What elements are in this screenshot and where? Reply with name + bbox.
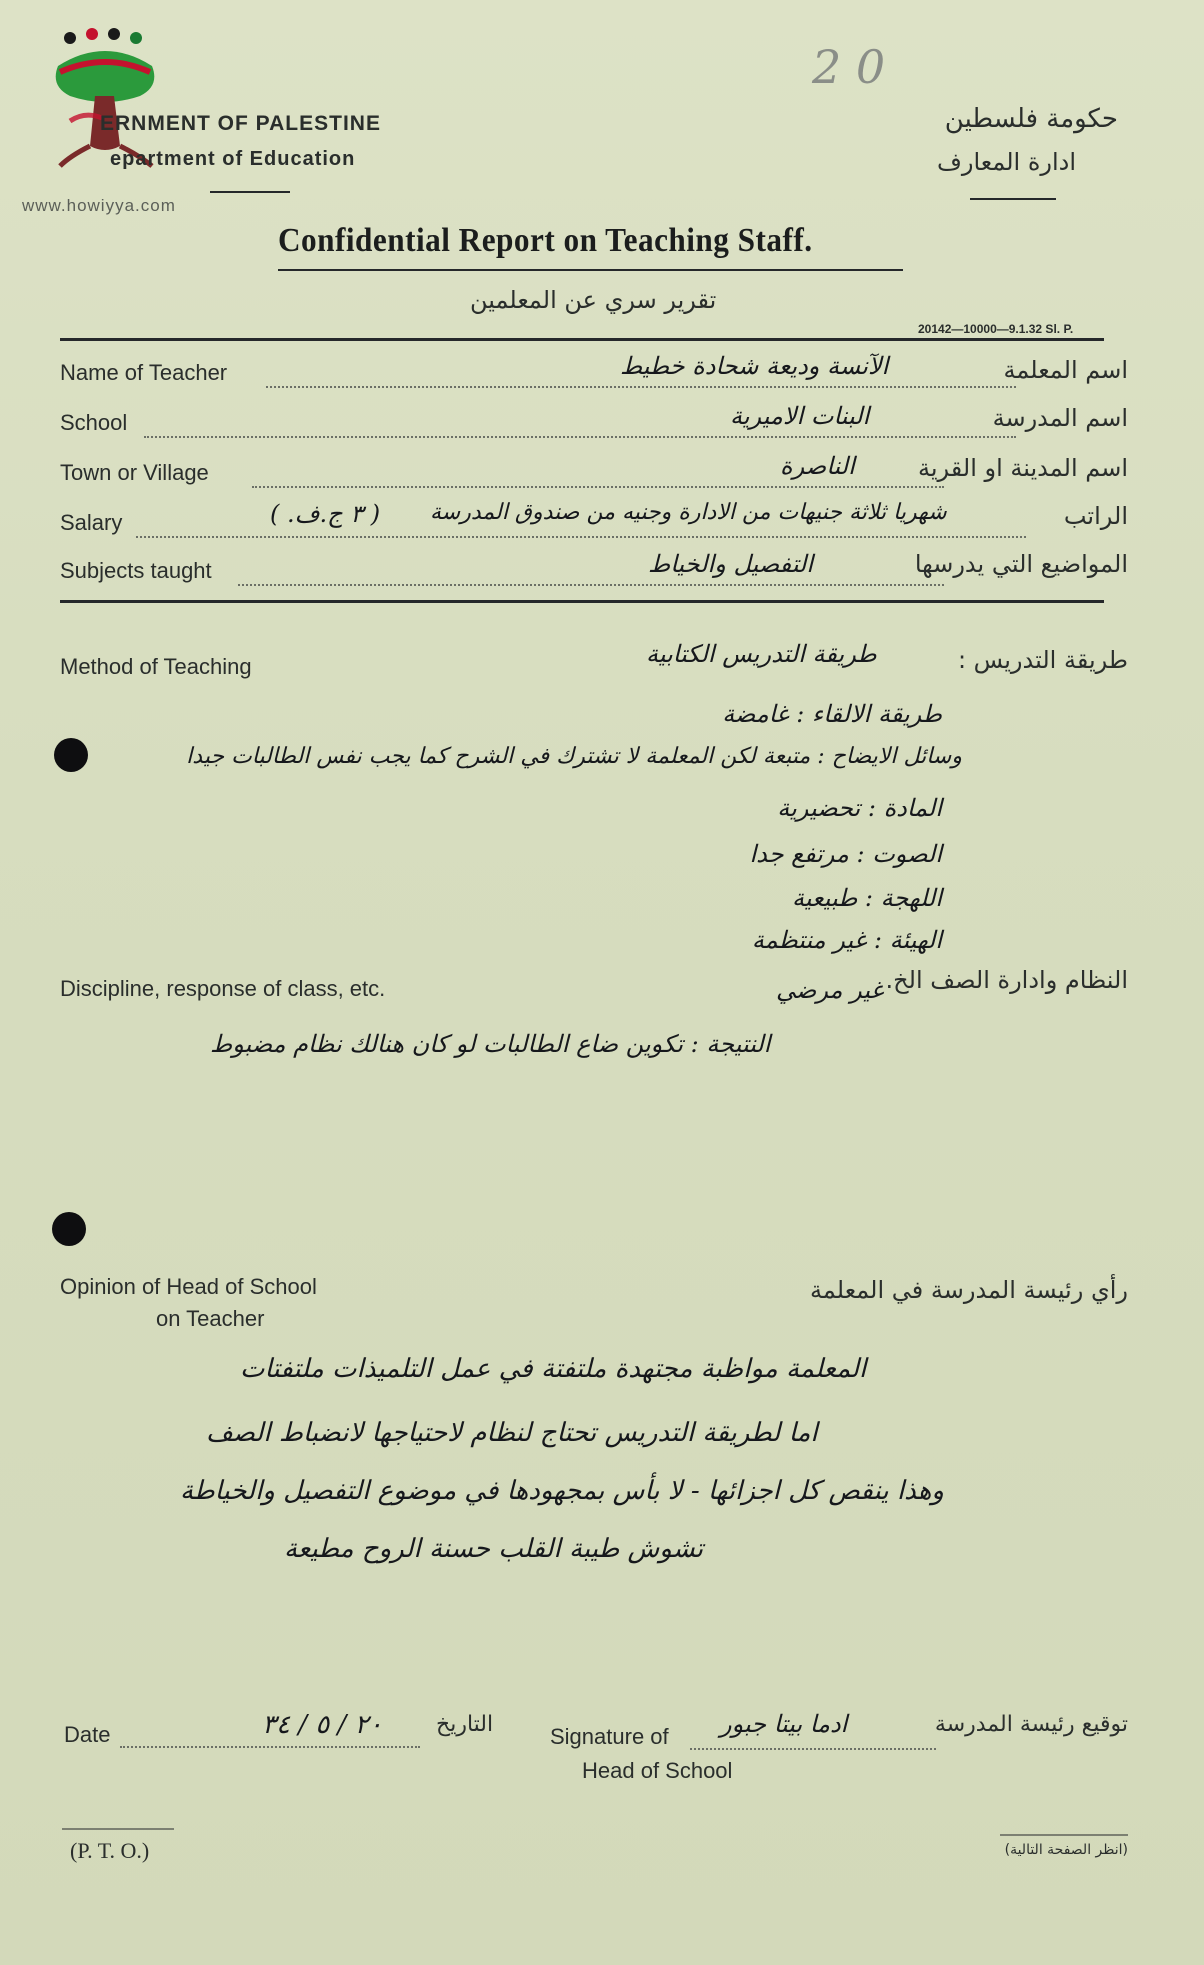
signature-dotted-line: [690, 1748, 936, 1750]
fields-bottom-rule: [60, 600, 1104, 603]
salary-note: ( ٣ ج.ف. ): [270, 500, 381, 528]
field-label-ar: اسم المدينة او القرية: [917, 454, 1128, 482]
discipline-label-ar: النظام وادارة الصف الخ.: [885, 966, 1128, 994]
field-value-salary: شهريا ثلاثة جنيهات من الادارة وجنيه من صندوق المدرسة: [430, 500, 947, 525]
signature-label-en-1: Signature of: [550, 1724, 669, 1749]
method-line: وسائل الايضاح : متبعة لكن المعلمة لا تشترك في الشرح كما يجب نفس الطالبات جيدا: [186, 744, 962, 769]
field-label-en: Town or Village: [60, 460, 209, 485]
date-label-en: Date: [64, 1722, 111, 1747]
date-dotted-line: [120, 1746, 420, 1748]
form-code: 20142—10000—9.1.32 Sl. P.: [918, 322, 1074, 336]
opinion-line: اما لطريقة التدريس تحتاج لنظام لاحتياجها لانضباط الصف: [206, 1418, 818, 1448]
field-label-ar: اسم المعلمة: [1003, 356, 1128, 384]
pto-ar: (انظر الصفحة التالية): [1004, 1842, 1128, 1858]
discipline-label-en: Discipline, response of class, etc.: [60, 976, 386, 1001]
field-value-town: الناصرة: [780, 452, 855, 480]
method-line: طريقة الالقاء : غامضة: [722, 700, 942, 728]
opinion-line: وهذا ينقص كل اجزائها - لا بأس بمجهودها في موضوع التفصيل والخياطة: [180, 1476, 944, 1506]
report-title-ar: تقرير سري عن المعلمين: [470, 286, 717, 314]
field-value-name: الآنسة وديعة شحادة خطيط: [620, 352, 889, 380]
field-dotted-line: [136, 536, 1026, 538]
opinion-label-ar: رأي رئيسة المدرسة في المعلمة: [810, 1276, 1128, 1304]
opinion-label-en-2: on Teacher: [156, 1306, 265, 1331]
field-label-ar: الراتب: [1063, 502, 1128, 530]
method-line: اللهجة : طبيعية: [792, 884, 942, 912]
opinion-line: تشوش طيبة القلب حسنة الروح مطيعة: [284, 1534, 704, 1564]
punch-hole: [54, 738, 88, 772]
method-label-en: Method of Teaching: [60, 654, 252, 679]
method-line: الصوت : مرتفع جدا: [749, 840, 942, 868]
report-title-en: Confidential Report on Teaching Staff.: [278, 222, 813, 259]
header-divider-left: [210, 191, 290, 193]
government-title-en: ERNMENT OF PALESTINE: [100, 112, 381, 135]
punch-hole: [52, 1212, 86, 1246]
fields-top-rule: [60, 338, 1104, 341]
field-label-ar: اسم المدرسة: [992, 404, 1128, 432]
field-label-en: Name of Teacher: [60, 360, 228, 385]
header-divider-right: [970, 198, 1056, 200]
watermark-text: www.howiyya.com: [22, 196, 176, 215]
field-label-en: Salary: [60, 510, 123, 535]
department-title-ar: ادارة المعارف: [936, 148, 1076, 176]
department-title-en: epartment of Education: [110, 148, 356, 170]
opinion-label-en-1: Opinion of Head of School: [60, 1274, 317, 1299]
footer-rule-right: [1000, 1834, 1128, 1836]
field-value-school: البنات الاميرية: [730, 402, 870, 430]
field-dotted-line: [266, 386, 1016, 388]
field-dotted-line: [144, 436, 1016, 438]
footer-rule-left: [62, 1828, 174, 1830]
signature-label-ar: توقيع رئيسة المدرسة: [934, 1712, 1128, 1737]
field-label-en: Subjects taught: [60, 558, 212, 583]
field-label-en: School: [60, 410, 128, 435]
method-line: المادة : تحضيرية: [777, 794, 942, 822]
method-line: الهيئة : غير منتظمة: [751, 926, 942, 954]
method-value: طريقة التدريس الكتابية: [646, 640, 877, 668]
field-dotted-line: [238, 584, 944, 586]
field-label-ar: المواضيع التي يدرسها: [914, 550, 1128, 578]
date-value: ٢٠ / ٥ / ٣٤: [262, 1710, 383, 1740]
signature-label-en-2: Head of School: [582, 1758, 733, 1783]
government-title-ar: حكومة فلسطين: [944, 104, 1118, 134]
pto-en: (P. T. O.): [70, 1838, 150, 1863]
page-number: 2 0: [812, 40, 886, 94]
discipline-line: النتيجة : تكوين ضاع الطالبات لو كان هنالك نظام مضبوط: [210, 1030, 771, 1058]
opinion-line: المعلمة مواظبة مجتهدة ملتفتة في عمل التلميذات ملتفتات: [240, 1354, 867, 1384]
title-underline: [278, 269, 903, 271]
field-dotted-line: [252, 486, 944, 488]
signature-value: ادما بيتا جبور: [720, 1710, 848, 1738]
discipline-value: غير مرضي: [776, 976, 884, 1004]
date-label-ar: التاريخ: [436, 1712, 494, 1737]
method-label-ar: طريقة التدريس :: [957, 646, 1128, 674]
field-value-subjects: التفصيل والخياط: [648, 550, 814, 578]
